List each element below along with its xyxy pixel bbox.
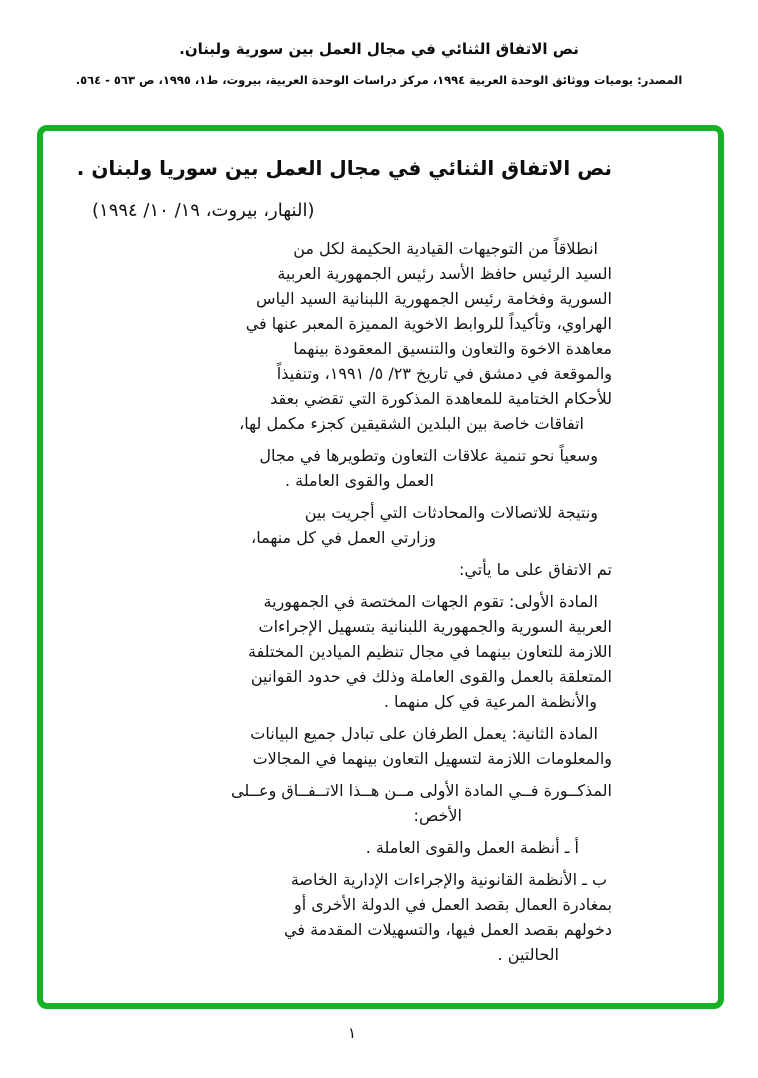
- text-line: اللازمة للتعاون بينهما في مجال تنظيم الميادين المختلفة: [247, 642, 612, 661]
- text-line: السيد الرئيس حافظ الأسد رئيس الجمهورية العربية: [277, 264, 612, 283]
- text-line: انطلاقاً من التوجيهات القيادية الحكيمة لكل من: [293, 239, 598, 258]
- text-line: وزارتي العمل في كل منهما،: [251, 528, 436, 547]
- page-number: ١: [347, 1024, 357, 1042]
- paragraph: [150, 867, 612, 967]
- text-line: السورية وفخامة رئيس الجمهورية اللبنانية السيد الياس: [256, 289, 612, 308]
- document-byline: (النهار، بيروت، ١٩/ ١٠/ ١٩٩٤): [92, 200, 315, 221]
- text-line: المذكــورة فــي المادة الأولى مــن هــذا الاتــفــاق وعــلى: [231, 781, 612, 800]
- text-line: أ ـ أنظمة العمل والقوى العاملة .: [365, 838, 579, 857]
- text-line: دخولهم بقصد العمل فيها، والتسهيلات المقدمة في: [284, 920, 612, 939]
- text-line: المتعلقة بالعمل والقوى العاملة وذلك في حدود القوانين: [250, 667, 612, 686]
- paragraph: [150, 557, 612, 582]
- text-line: ب ـ الأنظمة القانونية والإجراءات الإدارية الخاصة: [290, 870, 607, 889]
- paragraph: [150, 443, 612, 493]
- paragraph: [150, 721, 612, 771]
- document-green-frame: [37, 125, 724, 1009]
- text-line: العربية السورية والجمهورية اللبنانية بتسهيل الإجراءات: [258, 617, 612, 636]
- paragraph: [150, 778, 612, 828]
- text-line: بمغادرة العمال بقصد العمل في الدولة الأخرى أو: [293, 895, 612, 914]
- document-title: نص الاتفاق الثنائي في مجال العمل بين سوريا ولبنان .: [76, 156, 612, 180]
- text-line: الأخص:: [413, 806, 462, 825]
- page-header-source: المصدر: يوميات ووثائق الوحدة العربية ١٩٩٤، مركز دراسات الوحدة العربية، بيروت، ط١، ١٩٩٥، ص ٥٦٣ - ٥٦٤.: [75, 73, 683, 87]
- text-line: الحالتين .: [497, 945, 559, 964]
- text-line: المادة الثانية: يعمل الطرفان على تبادل جميع البيانات: [250, 724, 598, 743]
- document-body: [150, 236, 612, 967]
- text-line: والمعلومات اللازمة لتسهيل التعاون بينهما في المجالات: [252, 749, 612, 768]
- paragraph: [150, 835, 612, 860]
- text-line: تم الاتفاق على ما يأتي:: [459, 560, 612, 579]
- page-header-title: نص الاتفاق الثنائي في مجال العمل بين سورية ولبنان.: [179, 40, 579, 58]
- text-line: الهراوي، وتأكيداً للروابط الاخوية المميزة المعبر عنها في: [245, 314, 612, 333]
- paragraph: [150, 500, 612, 550]
- text-line: المادة الأولى: تقوم الجهات المختصة في الجمهورية: [263, 592, 598, 611]
- text-line: والأنظمة المرعية في كل منهما .: [383, 692, 597, 711]
- text-line: ونتيجة للاتصالات والمحادثات التي أجريت بين: [304, 503, 598, 522]
- text-line: اتفاقات خاصة بين البلدين الشقيقين كجزء مكمل لها،: [239, 414, 584, 433]
- text-line: والموقعة في دمشق في تاريخ ٢٣/ ٥/ ١٩٩١، وتنفيذاً: [276, 364, 612, 383]
- text-line: معاهدة الاخوة والتعاون والتنسيق المعقودة بينهما: [293, 339, 612, 358]
- paragraph: [150, 589, 612, 714]
- text-line: العمل والقوى العاملة .: [284, 471, 434, 490]
- paragraph: [150, 236, 612, 436]
- text-line: للأحكام الختامية للمعاهدة المذكورة التي تقضي بعقد: [270, 389, 612, 408]
- text-line: وسعياً نحو تنمية علاقات التعاون وتطويرها في مجال: [259, 446, 598, 465]
